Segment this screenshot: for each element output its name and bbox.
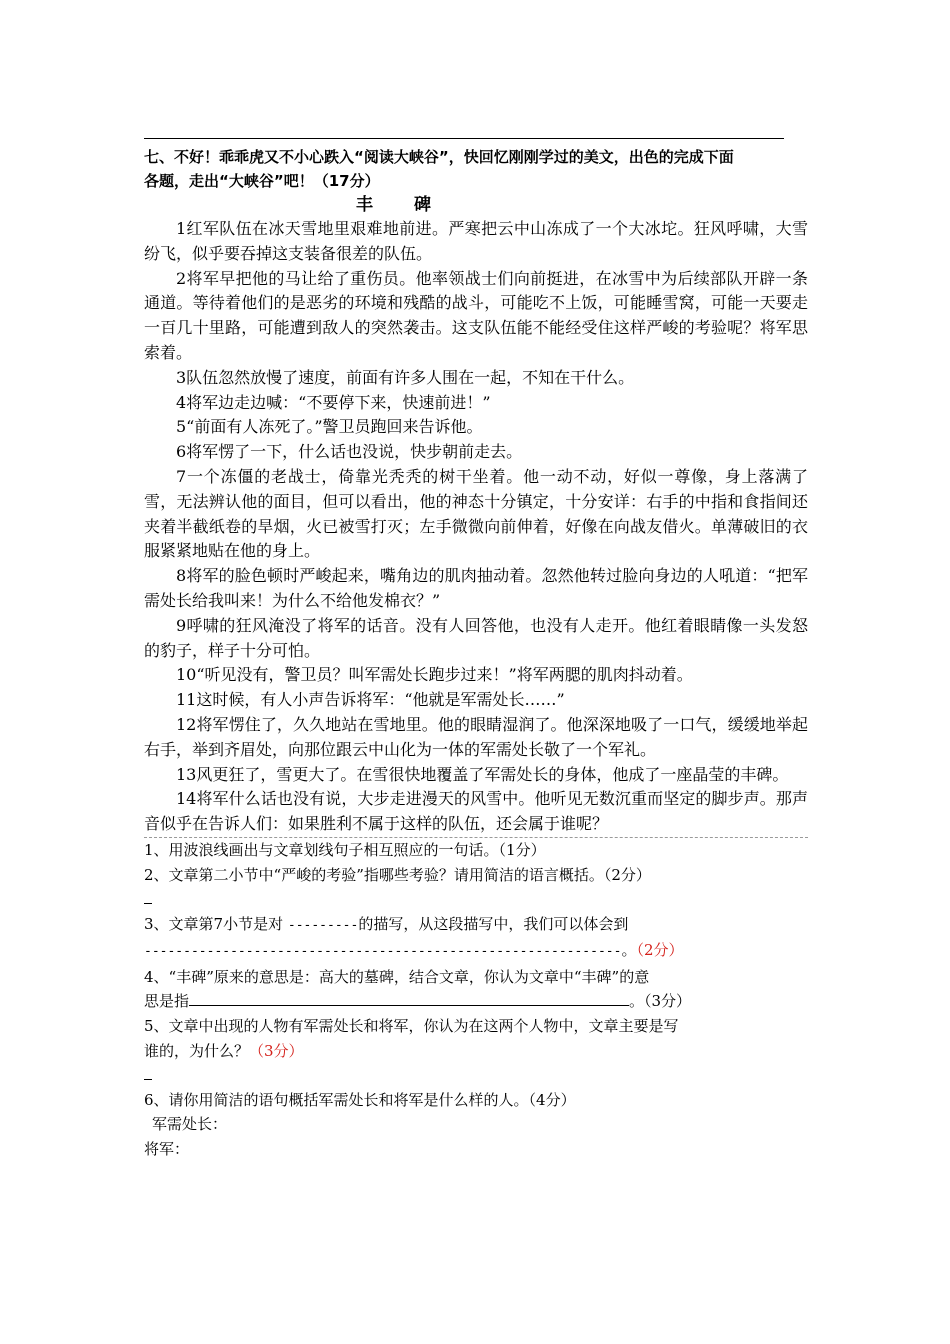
- question-5-cont: [144, 1039, 808, 1064]
- question-5: 5、文章中出现的人物有军需处长和将军，你认为在这两个人物中，文章主要是写: [144, 1017, 679, 1036]
- question-3-score: （2分）: [636, 941, 684, 960]
- paragraph-1: 1红军队伍在冰天雪地里艰难地前进。严寒把云中山冻成了一个大冰坨。狂风呼啸，大雪纷飞，似乎要吞掉这支装备很差的队伍。: [144, 219, 808, 263]
- paragraph-2: 2将军早把他的马让给了重伤员。他率领战士们向前挺进，在冰雪中为后续部队开辟一条通道。等待着他们的是恶劣的环境和残酷的战斗，可能吃不上饭，可能睡雪窝，可能一天要走一百几十里路，可能遭到敌人的突然袭击。这支队伍能不能经受住这样严峻的考验呢？将军思索着。: [144, 268, 808, 362]
- article-title: [356, 193, 808, 217]
- section-heading-line2: 各题，走出“大峡谷”吧！（17分）: [144, 172, 380, 190]
- paragraph-4: 4将军边走边喊：“不要停下来，快速前进！”: [176, 392, 491, 412]
- answer-line-2[interactable]: [144, 887, 808, 912]
- answer-label-quartermaster: 军需处长：: [152, 1115, 228, 1134]
- answer-blank-3a[interactable]: ---------: [287, 917, 359, 933]
- question-4: 4、“丰碑”原来的意思是：高大的墓碑，结合文章，你认为文章中“丰碑”的意: [144, 967, 650, 986]
- answer-blank-4[interactable]: [189, 989, 629, 1006]
- question-5-text-b: 谁的，为什么？: [144, 1041, 250, 1060]
- question-5-score: （3分）: [249, 1041, 304, 1060]
- paragraph-13: 13风更狂了，雪更大了。在雪很快地覆盖了军需处长的身体，他成了一座晶莹的丰碑。: [176, 764, 789, 784]
- question-3: [144, 912, 808, 939]
- article-body: [144, 217, 808, 838]
- paragraph-11: 11这时候，有人小声告诉将军：“他就是军需处长……”: [176, 690, 565, 710]
- questions: [144, 838, 808, 1162]
- question-2: 2、文章第二小节中“严峻的考验”指哪些考验？请用简洁的语言概括。（2分）: [144, 865, 651, 884]
- question-3-cont: [144, 938, 808, 965]
- top-rule: [144, 138, 784, 139]
- paragraph-12: 12将军愣住了，久久地站在雪地里。他的眼睛湿润了。他深深地吸了一口气，缓缓地举起右手，举到齐眉处，向那位跟云中山化为一体的军需处长敬了一个军礼。: [144, 714, 808, 759]
- paragraph-6: 6将军愣了一下，什么话也没说，快步朝前走去。: [176, 442, 523, 462]
- question-3-text-a: 3、文章第7小节是对: [144, 914, 284, 933]
- question-4-text-c: 。（3分）: [629, 992, 692, 1011]
- paragraph-7: 7一个冻僵的老战士，倚靠光秃秃的树干坐着。他一动不动，好似一尊像，身上落满了雪，无法辨认他的面目，但可以看出，他的神态十分镇定，十分安详：右手的中指和食指间还夹着半截纸卷的旱烟，火已被雪打灭；左手微微向前伸着，好像在向战友借火。单薄破旧的衣服紧紧地贴在他的身上。: [144, 466, 808, 561]
- paragraph-9: 9呼啸的狂风淹没了将军的话音。没有人回答他，也没有人走开。他红着眼睛像一头发怒的豹子，样子十分可怕。: [144, 615, 808, 660]
- exam-page: [144, 138, 808, 1162]
- question-3-text-c: 。: [621, 941, 637, 960]
- article-title-char-2: 碑: [414, 195, 432, 215]
- paragraph-14: 14将军什么话也没有说，大步走进漫天的风雪中。他听见无数沉重而坚定的脚步声。那声音似乎在告诉人们：如果胜利不属于这样的队伍，还会属于谁呢？: [144, 787, 808, 838]
- paragraph-10: 10“听见没有，警卫员？叫军需处长跑步过来！”将军两腮的肌肉抖动着。: [176, 665, 693, 685]
- article-title-char-1: 丰: [356, 195, 374, 215]
- section-heading-line1: 七、不好！乖乖虎又不小心跌入“阅读大峡谷”，快回忆刚刚学过的美文，出色的完成下面: [144, 148, 734, 166]
- question-4-cont: [144, 989, 808, 1014]
- paragraph-3: 3队伍忽然放慢了速度，前面有许多人围在一起，不知在干什么。: [176, 367, 635, 387]
- answer-line-5[interactable]: [144, 1063, 808, 1088]
- question-3-text-b: 的描写，从这段描写中，我们可以体会到: [358, 914, 629, 933]
- paragraph-5: 5“前面有人冻死了。”警卫员跑回来告诉他。: [176, 417, 483, 437]
- answer-blank-3b[interactable]: -------------------------------------------------------------: [144, 944, 622, 960]
- paragraph-8: 8将军的脸色顿时严峻起来，嘴角边的肌肉抽动着。忽然他转过脸向身边的人吼道：“把军需处长给我叫来！为什么不给他发棉衣？”: [144, 566, 808, 610]
- answer-label-general: 将军：: [144, 1140, 190, 1159]
- question-6: 6、请你用简洁的语句概括军需处长和将军是什么样的人。（4分）: [144, 1090, 576, 1109]
- question-1: 1、用波浪线画出与文章划线句子相互照应的一句话。（1分）: [144, 840, 546, 859]
- question-4-text-b: 思是指: [144, 992, 190, 1011]
